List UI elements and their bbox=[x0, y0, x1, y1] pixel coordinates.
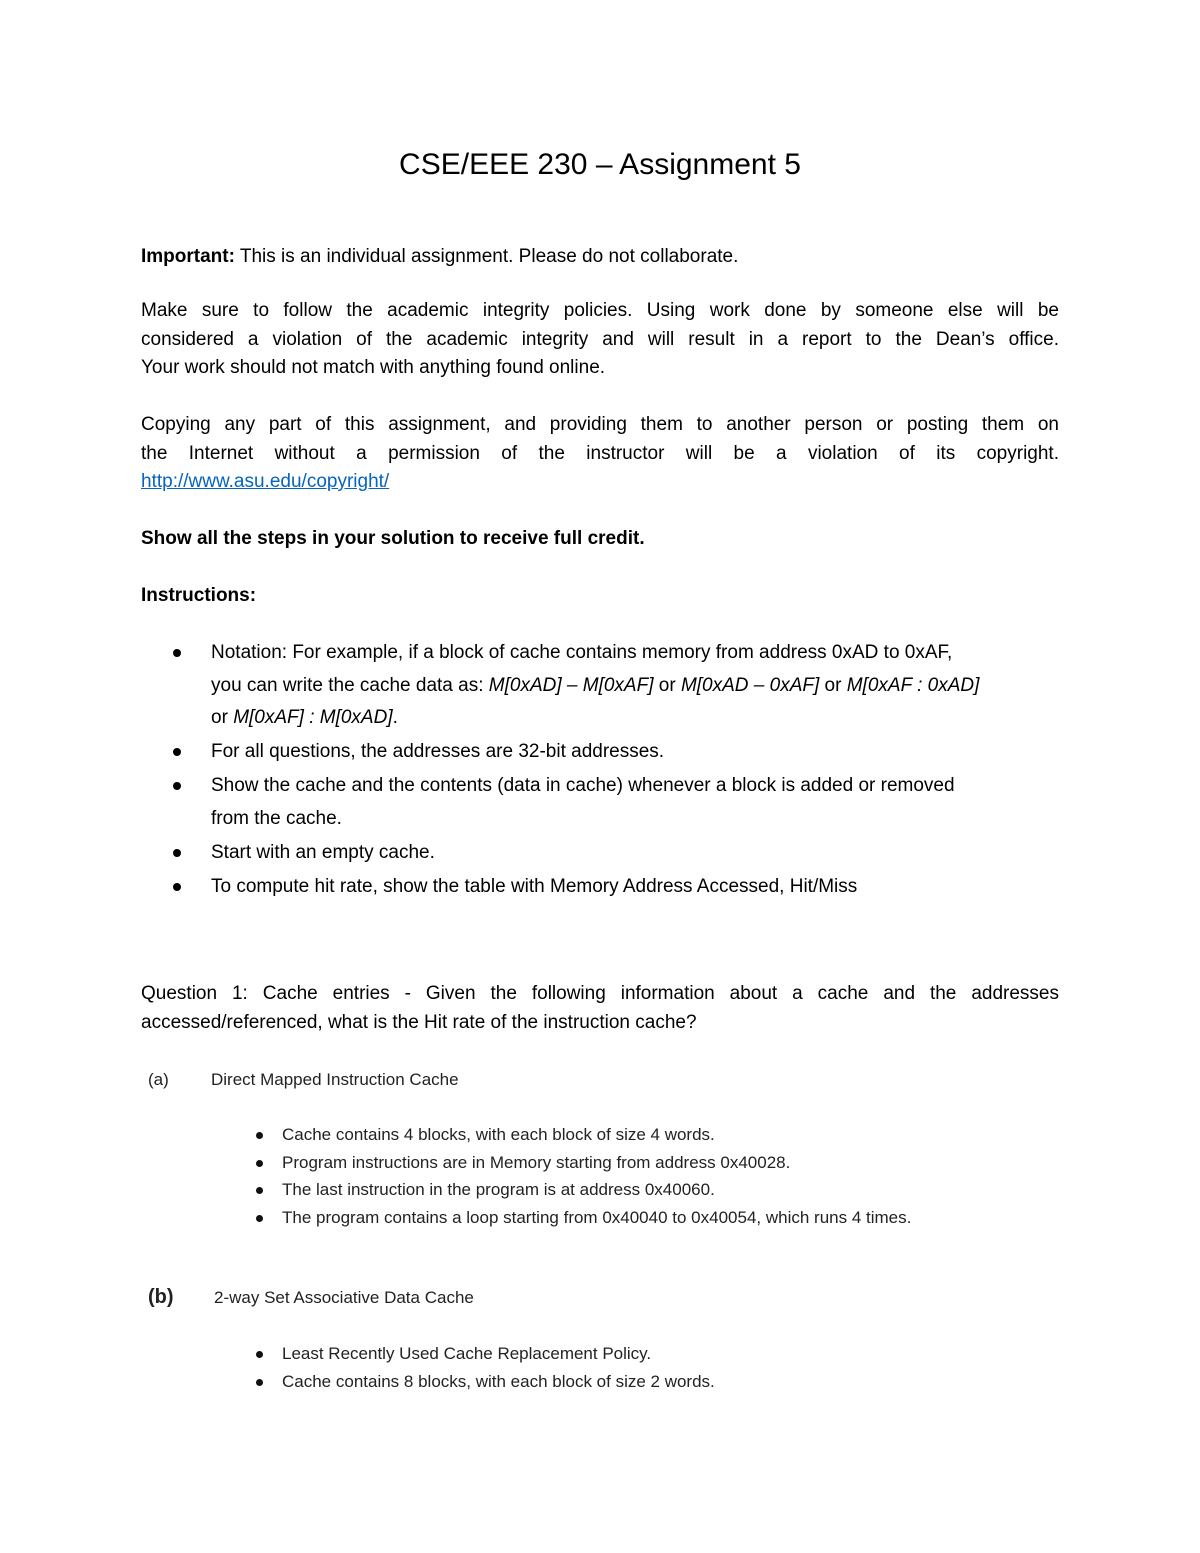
important-note bbox=[141, 243, 1059, 272]
part-a-label: (a) bbox=[148, 1070, 169, 1089]
bullet-icon bbox=[256, 1187, 263, 1194]
part-a-list bbox=[141, 1121, 1091, 1231]
instructions-heading: Instructions: bbox=[141, 585, 257, 606]
list-item: Start with an empty cache. bbox=[141, 837, 1059, 870]
notation-line-1: Notation: For example, if a block of cache contains memory from address 0xAD to 0xAF, bbox=[211, 642, 953, 663]
list-item: The program contains a loop starting from 0x40040 to 0x40054, which runs 4 times. bbox=[141, 1204, 1091, 1232]
notation-line-3: or M[0xAF] : M[0xAD]. bbox=[211, 707, 398, 728]
list-item: Cache contains 8 blocks, with each block of size 2 words. bbox=[141, 1368, 1091, 1396]
integrity-line-1: Make sure to follow the academic integrity policies. Using work done by someone else will be bbox=[141, 300, 1059, 321]
instructions-list bbox=[141, 637, 1059, 905]
bullet-icon bbox=[256, 1351, 263, 1358]
part-b-heading bbox=[148, 1285, 474, 1310]
list-item: The last instruction in the program is at address 0x40060. bbox=[141, 1176, 1091, 1204]
part-a-title: Direct Mapped Instruction Cache bbox=[211, 1070, 459, 1089]
bullet-icon bbox=[256, 1215, 263, 1222]
part-a-heading bbox=[148, 1068, 459, 1092]
part-b-list bbox=[141, 1340, 1091, 1395]
question-1-line-1: Question 1: Cache entries - Given the following information about a cache and the addresses bbox=[141, 983, 1059, 1004]
list-item: Program instructions are in Memory starting from address 0x40028. bbox=[141, 1149, 1091, 1177]
integrity-line-2: considered a violation of the academic integrity and will result in a report to the Dean’s office. bbox=[141, 328, 1059, 350]
bullet-icon bbox=[173, 883, 181, 891]
bullet-icon bbox=[256, 1160, 263, 1167]
bullet-icon bbox=[173, 649, 181, 657]
bullet-icon bbox=[256, 1132, 263, 1139]
show-steps-note: Show all the steps in your solution to receive full credit. bbox=[141, 528, 645, 549]
copyright-line-1: Copying any part of this assignment, and providing them to another person or posting them on bbox=[141, 414, 1059, 435]
notation-example-4: M[0xAF] : M[0xAD] bbox=[233, 707, 393, 728]
copyright-paragraph bbox=[141, 411, 1059, 497]
integrity-paragraph bbox=[141, 297, 1059, 383]
copyright-line-2: the Internet without a permission of the instructor will be a violation of its copyright. bbox=[141, 442, 1059, 464]
notation-example-1: M[0xAD] – M[0xAF] bbox=[488, 674, 654, 696]
important-label: Important: bbox=[141, 246, 235, 267]
bullet-icon bbox=[173, 748, 181, 756]
list-item: For all questions, the addresses are 32-bit addresses. bbox=[141, 736, 1059, 769]
question-1 bbox=[141, 980, 1059, 1037]
bullet-icon bbox=[256, 1379, 263, 1386]
important-text: This is an individual assignment. Please do not collaborate. bbox=[234, 246, 739, 267]
part-b-label: (b) bbox=[148, 1286, 174, 1308]
part-b-title: 2-way Set Associative Data Cache bbox=[214, 1288, 474, 1307]
bullet-icon bbox=[173, 849, 181, 857]
notation-example-2: M[0xAD – 0xAF] bbox=[680, 674, 820, 696]
list-item: Least Recently Used Cache Replacement Policy. bbox=[141, 1340, 1091, 1368]
list-item: To compute hit rate, show the table with Memory Address Accessed, Hit/Miss bbox=[141, 871, 1059, 904]
copyright-link[interactable]: http://www.asu.edu/copyright/ bbox=[141, 471, 390, 492]
integrity-line-3: Your work should not match with anything found online. bbox=[141, 357, 606, 378]
bullet-icon bbox=[173, 782, 181, 790]
notation-line-2: you can write the cache data as: M[0xAD] – M[0xAF] or M[0xAD – 0xAF] or M[0xAF : 0xAD] bbox=[211, 674, 980, 696]
notation-example-3: M[0xAF : 0xAD] bbox=[846, 674, 980, 696]
page-title: CSE/EEE 230 – Assignment 5 bbox=[399, 148, 801, 181]
list-item: Cache contains 4 blocks, with each block of size 4 words. bbox=[141, 1121, 1091, 1149]
list-item bbox=[141, 637, 1059, 735]
list-item: Show the cache and the contents (data in cache) whenever a block is added or removed from the cache. bbox=[141, 770, 1059, 835]
question-1-line-2: accessed/referenced, what is the Hit rate of the instruction cache? bbox=[141, 1011, 697, 1033]
